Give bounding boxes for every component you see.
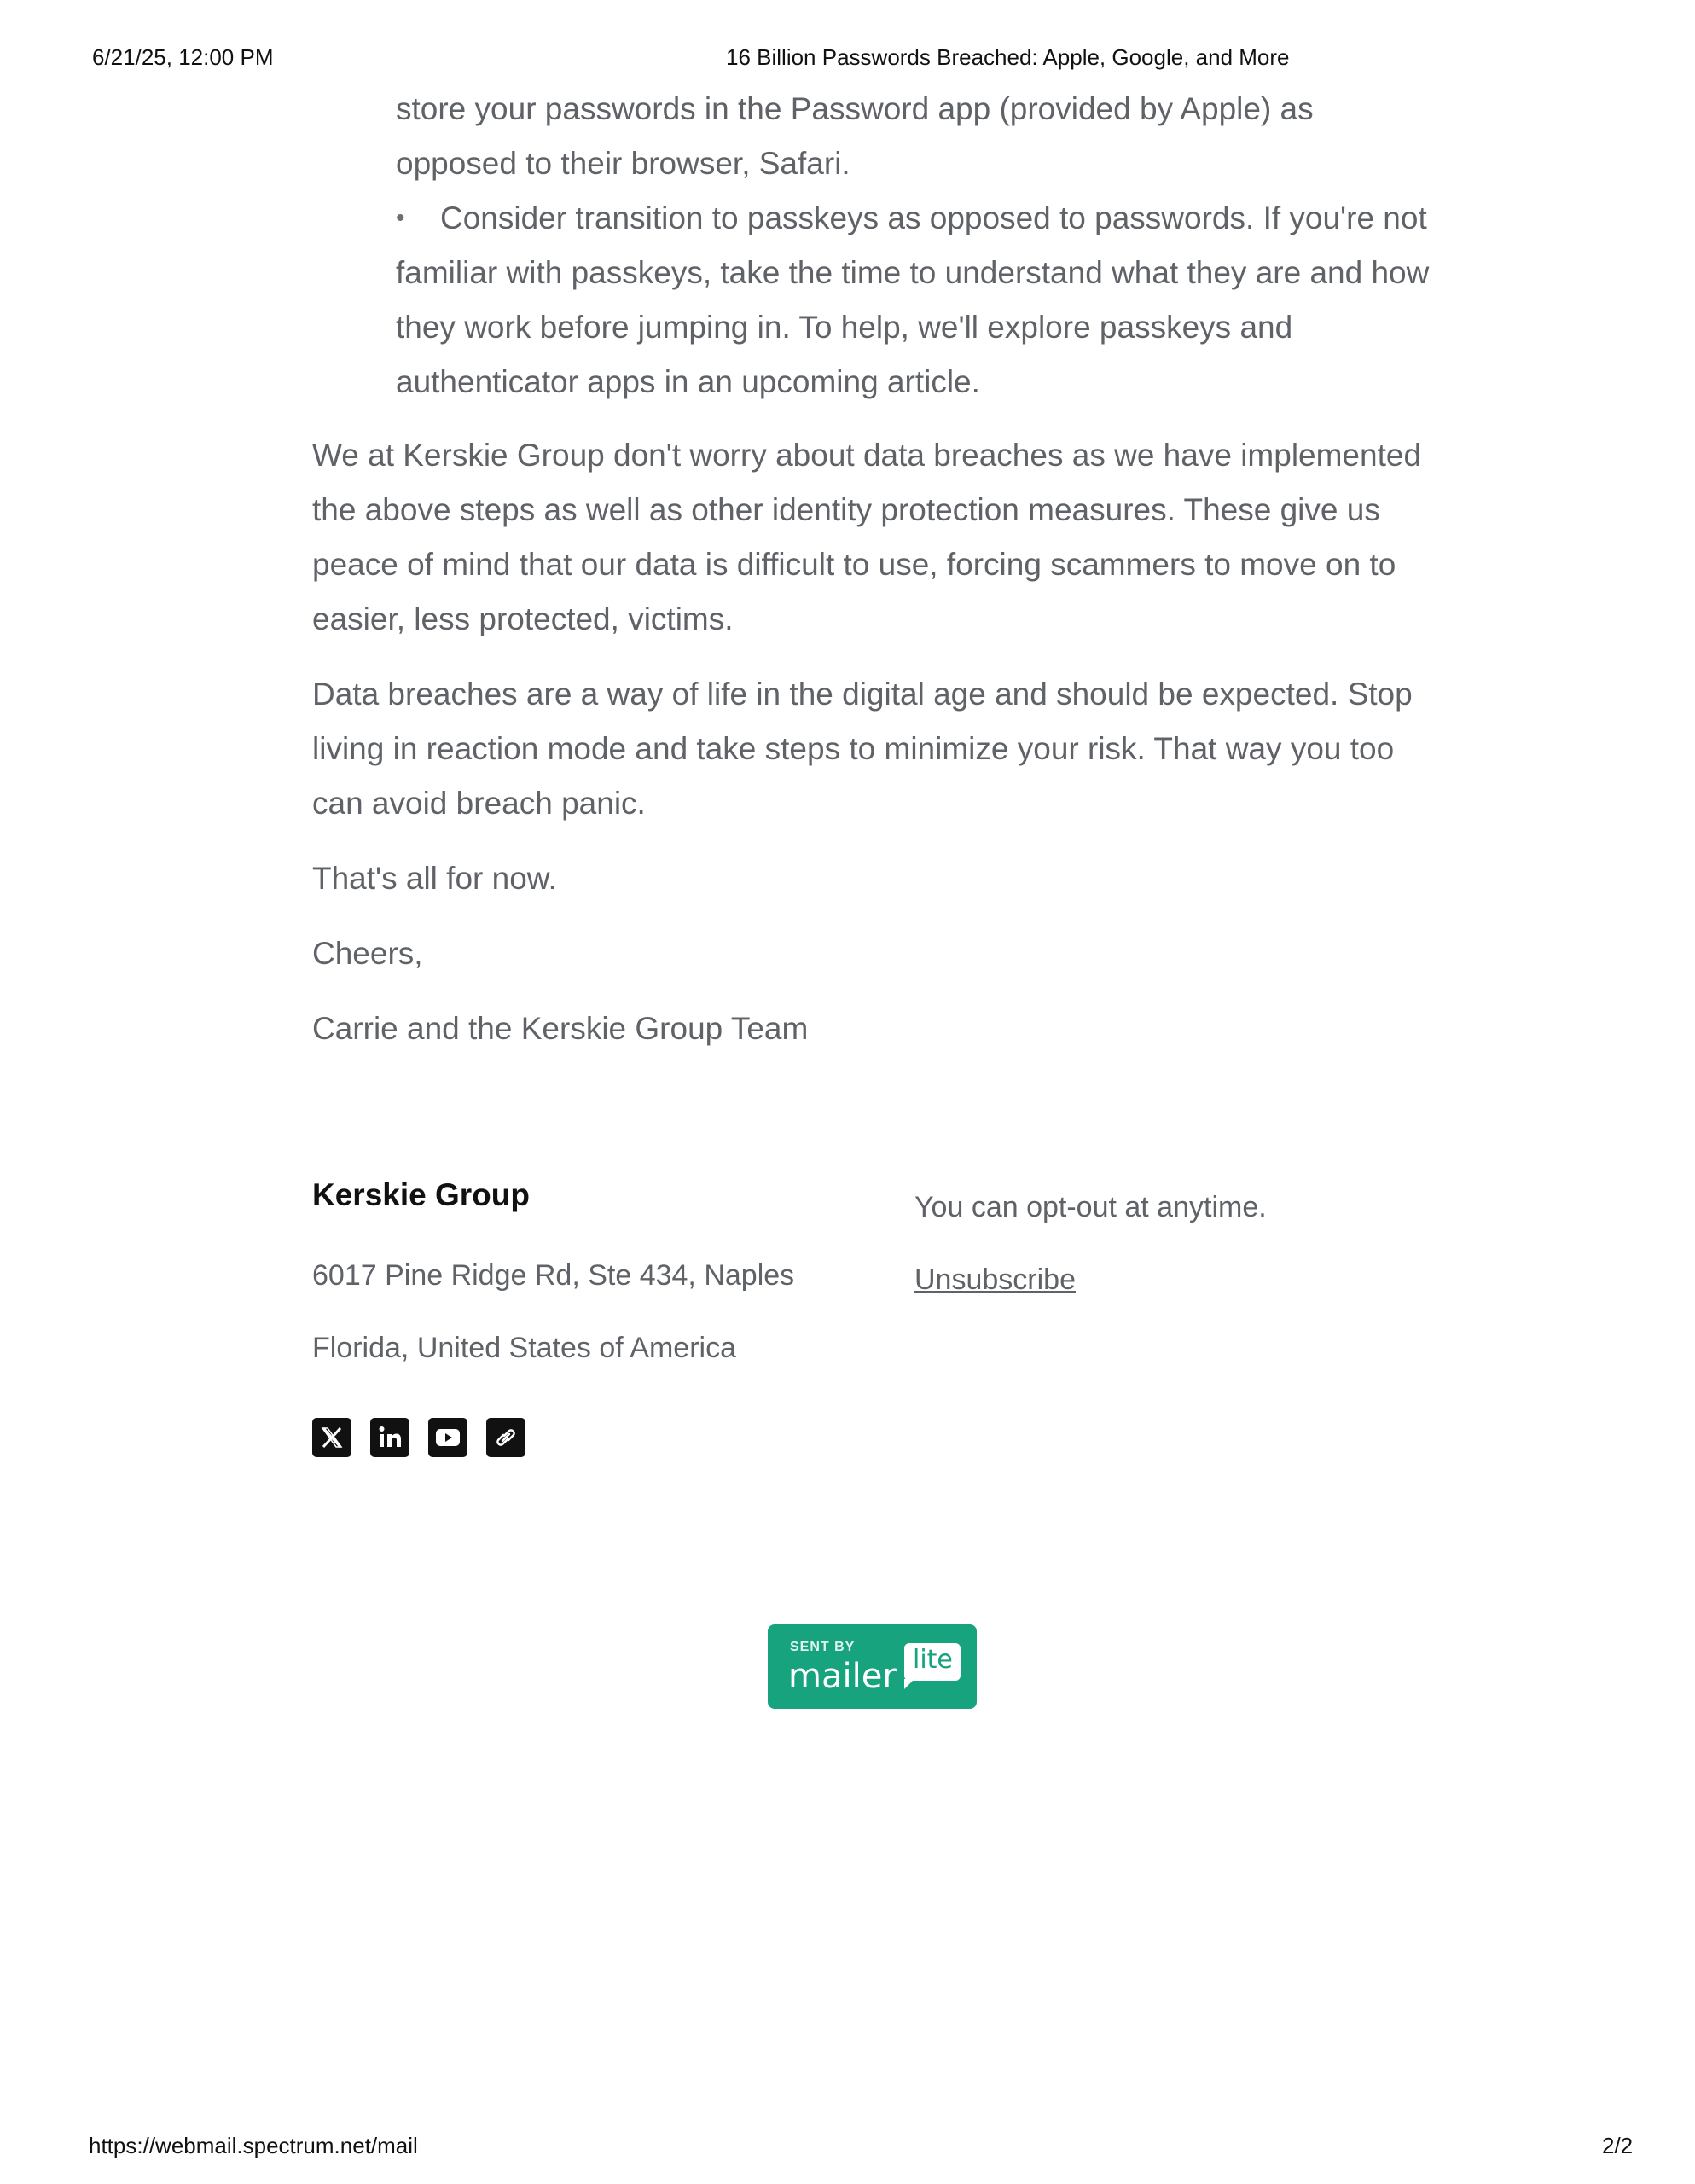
paragraph-breach-measures: We at Kerskie Group don't worry about data breaches as we have implemented the above steps as well as other identity protection measures. These give us peace of mind that our data is difficult to use, forcing scammers to move on to easier, less protected, victims.	[312, 438, 1422, 636]
bullet-item	[396, 191, 1438, 410]
address-line-2: Florida, United States of America	[312, 1332, 737, 1364]
bullet-continuation: store your passwords in the Password app (provided by Apple) as opposed to their browser, Safari.	[396, 91, 1314, 181]
badge-sent-by: SENT BY	[790, 1640, 856, 1654]
email-footer	[312, 1177, 1438, 1467]
x-icon[interactable]	[312, 1418, 351, 1457]
unsubscribe-link[interactable]: Unsubscribe	[914, 1263, 1076, 1296]
address-line-1: 6017 Pine Ridge Rd, Ste 434, Naples	[312, 1259, 795, 1292]
badge-lite: lite	[913, 1645, 953, 1675]
print-header	[0, 44, 1695, 78]
mailerlite-badge[interactable]	[768, 1624, 977, 1709]
badge-lite-bubble	[904, 1643, 961, 1681]
paragraph-closing: That's all for now.	[312, 861, 557, 896]
paragraph-digital-age: Data breaches are a way of life in the digital age and should be expected. Stop living in reaction mode and take steps to minimize your risk. That way you too can avoid breach panic.	[312, 677, 1413, 821]
print-datetime: 6/21/25, 12:00 PM	[92, 44, 274, 70]
paragraph-cheers: Cheers,	[312, 936, 423, 971]
print-url: https://webmail.spectrum.net/mail	[89, 2133, 418, 2158]
link-icon[interactable]	[486, 1418, 525, 1457]
paragraph-signature: Carrie and the Kerskie Group Team	[312, 1011, 809, 1046]
bullet-marker: •	[396, 204, 405, 232]
optout-text: You can opt-out at anytime.	[914, 1191, 1267, 1223]
badge-mailer: mailer	[788, 1657, 897, 1696]
bullet-item-text: Consider transition to passkeys as opposed to passwords. If you're not familiar with passkeys, take the time to understand what they are and how they work before jumping in. To help, we'll explore passkeys and authenticator apps in an upcoming article.	[396, 200, 1430, 399]
youtube-icon[interactable]	[428, 1418, 467, 1457]
linkedin-icon[interactable]	[370, 1418, 409, 1457]
company-name: Kerskie Group	[312, 1177, 530, 1212]
print-page-number: 2/2	[1602, 2133, 1634, 2158]
email-body	[312, 82, 1438, 1056]
print-page-title: 16 Billion Passwords Breached: Apple, Google, and More	[726, 44, 1290, 70]
